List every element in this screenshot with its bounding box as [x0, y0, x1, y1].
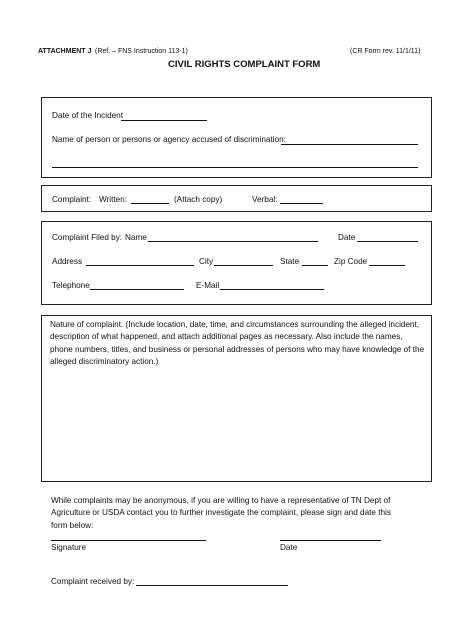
- city-field[interactable]: [214, 265, 273, 266]
- zip-code-field[interactable]: [369, 265, 405, 266]
- filed-date-field[interactable]: [357, 241, 418, 242]
- zip-code-label: Zip Code: [334, 257, 368, 266]
- form-revision: (CR Form rev. 11/1/11): [350, 48, 421, 55]
- email-label: E-Mail: [196, 281, 220, 290]
- name-field[interactable]: [148, 241, 318, 242]
- received-by-label: Complaint received by:: [51, 577, 135, 586]
- signature-date-field[interactable]: [280, 540, 381, 541]
- attach-copy-label: (Attach copy): [174, 195, 223, 204]
- telephone-field[interactable]: [90, 289, 184, 290]
- verbal-label: Verbal:: [252, 195, 278, 204]
- form-title: CIVIL RIGHTS COMPLAINT FORM: [168, 59, 321, 70]
- filed-by-label: Complaint Filed by:: [52, 233, 123, 242]
- incident-date-label: Date of the Incident: [52, 111, 124, 120]
- address-field[interactable]: [86, 265, 194, 266]
- nature-of-complaint-instructions: Nature of complaint. (Include location, date, time, and circumstances surrounding the alleged incident, description of what happened, and attach additional pages as necessary. Also include the names, phone numbers, titles, and business or personal addresses of persons who may have knowledge of the alleged discriminatory action.): [50, 320, 425, 366]
- written-field[interactable]: [131, 203, 169, 204]
- filed-date-label: Date: [338, 233, 356, 242]
- state-label: State: [280, 257, 300, 266]
- anonymous-contact-note: While complaints may be anonymous, if you are willing to have a representative of TN Dept of Agriculture or USDA contact you to further investigate the complaint, please sign and date this form below:: [51, 496, 391, 530]
- instruction-reference: (Ref. – FNS Instruction 113-1): [95, 48, 188, 55]
- city-label: City: [199, 257, 214, 266]
- verbal-field[interactable]: [280, 203, 323, 204]
- accused-party-field-line-2[interactable]: [52, 167, 418, 168]
- name-label: Name: [125, 233, 147, 242]
- signature-date-label: Date: [280, 543, 298, 552]
- received-by-field[interactable]: [136, 585, 288, 586]
- email-field[interactable]: [220, 289, 324, 290]
- signature-label: Signature: [51, 543, 87, 552]
- incident-date-field[interactable]: [121, 120, 207, 121]
- address-label: Address: [52, 257, 83, 266]
- accused-party-label: Name of person or persons or agency accused of discrimination:: [52, 135, 286, 144]
- accused-party-field[interactable]: [281, 144, 418, 145]
- complaint-label: Complaint:: [52, 195, 92, 204]
- written-label: Written:: [99, 195, 128, 204]
- state-field[interactable]: [302, 265, 328, 266]
- telephone-label: Telephone: [52, 281, 90, 290]
- attachment-label: ATTACHMENT J: [38, 48, 92, 55]
- signature-field[interactable]: [51, 540, 206, 541]
